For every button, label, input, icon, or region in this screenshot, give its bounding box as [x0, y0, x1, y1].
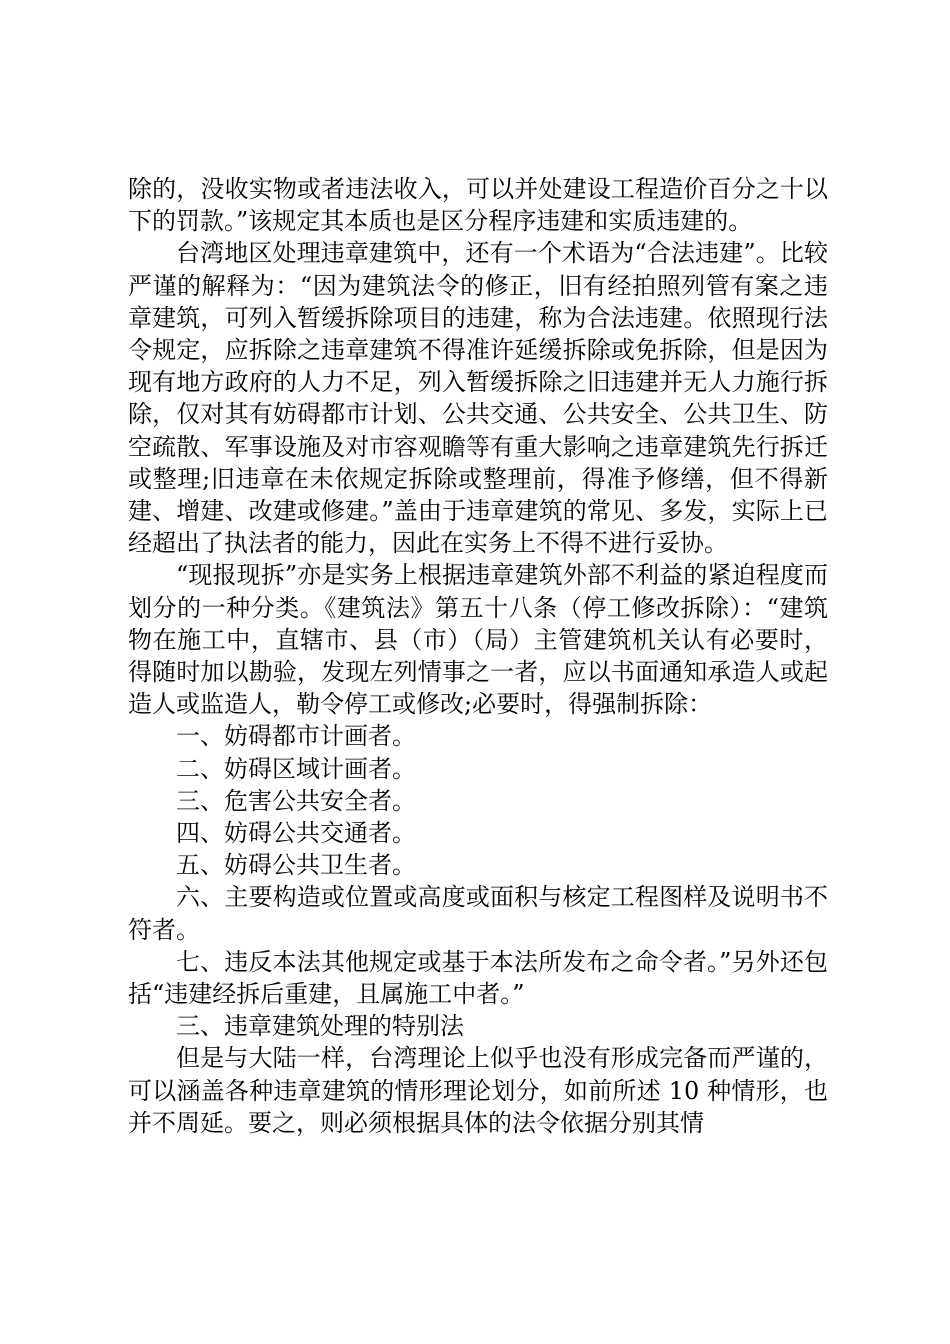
list-item: 三、危害公共安全者。: [176, 786, 416, 815]
paragraph: 台湾地区处理违章建筑中，还有一个术语为“合法违建”。比较严谨的解释为：“因为建筑法令的修正，旧有经拍照列管有案之违章建筑，可列入暂缓拆除项目的违建，称为合法违建。依照现行法令规定，应拆除之违章建筑不得准许延缓拆除或免拆除，但是因为现有地方政府的人力不足，列入暂缓拆除之旧违建并无人力施行拆除，仅对其有妨碍都市计划、公共交通、公共安全、公共卫生、防空疏散、军事设施及对市容观瞻等有重大影响之违章建筑先行拆迁或整理;旧违章在未依规定拆除或整理前，得准予修缮，但不得新建、增建、改建或修建。”盖由于违章建筑的常见、多发，实际上已经超出了执法者的能力，因此在实务上不得不进行妥协。: [128, 239, 828, 558]
paragraph: 除的，没收实物或者违法收入，可以并处建设工程造价百分之十以下的罚款。”该规定其本质也是区分程序违建和实质违建的。: [128, 175, 828, 236]
list-item: 七、违反本法其他规定或基于本法所发布之命令者。”另外还包括“违建经拆后重建，且属施工中者。”: [128, 947, 828, 1009]
section-heading: 三、违章建筑处理的特别法: [176, 1012, 464, 1041]
list-item: 六、主要构造或位置或高度或面积与核定工程图样及说明书不符者。: [128, 883, 828, 944]
document-body: [128, 173, 828, 1139]
list-item: 四、妨碍公共交通者。: [176, 819, 416, 848]
paragraph: “现报现拆”亦是实务上根据违章建筑外部不利益的紧迫程度而划分的一种分类。《建筑法》第五十八条（停工修改拆除）：“建筑物在施工中，直辖市、县（市）（局）主管建筑机关认有必要时，得随时加以勘验，发现左列情事之一者，应以书面通知承造人或起造人或监造人，勒令停工或修改;必要时，得强制拆除：: [128, 561, 828, 719]
list-item: 一、妨碍都市计画者。: [176, 722, 416, 751]
list-item: 二、妨碍区域计画者。: [176, 754, 416, 783]
paragraph: 但是与大陆一样，台湾理论上似乎也没有形成完备而严谨的，可以涵盖各种违章建筑的情形理论划分，如前所述 10 种情形，也并不周延。要之，则必须根据具体的法令依据分别其情: [128, 1044, 828, 1137]
list-item: 五、妨碍公共卫生者。: [176, 851, 416, 880]
